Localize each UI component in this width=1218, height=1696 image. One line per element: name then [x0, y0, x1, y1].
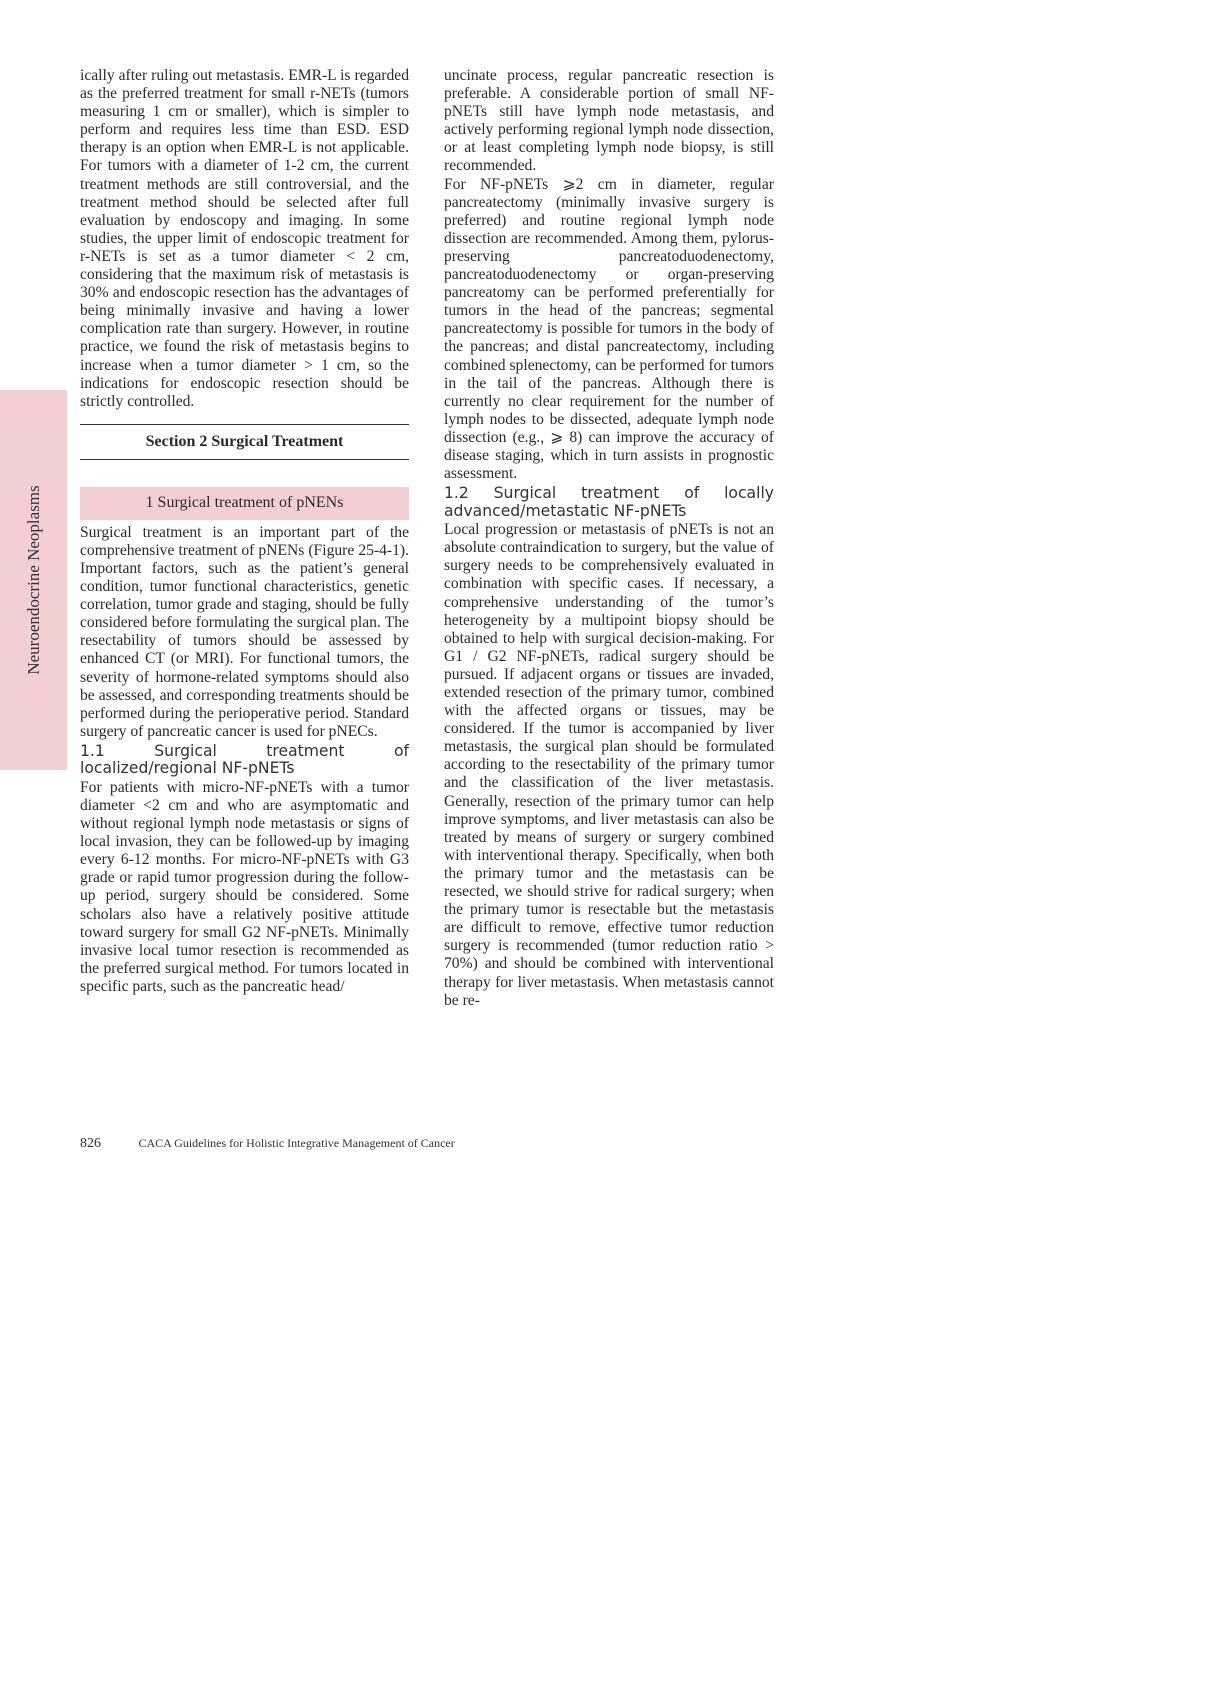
section-title: Section 2 Surgical Treatment	[80, 424, 409, 460]
side-tab-label: Neuroendocrine Neoplasms	[24, 485, 43, 675]
page-footer	[80, 1136, 455, 1152]
left-column	[80, 67, 409, 996]
paragraph-continued: ically after ruling out metastasis. EMR-L is regarded as the preferred treatment for small r-NETs (tumors measuring 1 cm or smaller), which is simpler to perform and requires less time than ESD. ESD therapy is an option when EMR-L is not applicable. For tumors with a diameter of 1-2 cm, the current treatment methods are still controversial, and the treatment method should be selected after full evaluation by endoscopy and imaging. In some studies, the upper limit of endoscopic treatment for r-NETs is set as a tumor diameter < 2 cm, considering that the maximum risk of metastasis is 30% and endoscopic resection has the advantages of being minimally invasive and having a lower complication rate than surgery. However, in routine practice, we found the risk of metastasis begins to increase when a tumor diameter > 1 cm, so the indications for endoscopic resection should be strictly controlled.	[80, 67, 409, 410]
paragraph-1-1: For patients with micro-NF-pNETs with a tumor diameter <2 cm and who are asymptomatic and without regional lymph node metastasis or signs of local invasion, they can be followed-up by imaging every 6-12 months. For micro-NF-pNETs with G3 grade or rapid tumor progression during the follow-up period, surgery should be considered. Some scholars also have a relatively positive attitude toward surgery for small G2 NF-pNETs. Minimally invasive local tumor resection is recommended as the preferred surgical method. For tumors located in specific parts, such as the pancreatic head/	[80, 778, 409, 995]
subsection-title: 1 Surgical treatment of pNENs	[80, 487, 409, 520]
page-number: 826	[80, 1136, 101, 1151]
heading-1-1: 1.1 Surgical treatment of localized/regional NF-pNETs	[80, 741, 409, 778]
running-title: CACA Guidelines for Holistic Integrative Management of Cancer	[138, 1136, 455, 1150]
paragraph-surgical: Surgical treatment is an important part of the comprehensive treatment of pNENs (Figure 25-4-1). Important factors, such as the patient’s general condition, tumor functional characteristics, genetic correlation, tumor grade and staging, should be fully considered before formulating the surgical plan. The resectability of tumors should be assessed by enhanced CT (or MRI). For functional tumors, the severity of hormone-related symptoms should also be assessed, and corresponding treatments should be performed during the perioperative period. Standard surgery of pancreatic cancer is used for pNECs.	[80, 523, 409, 740]
paragraph-1-2: Local progression or metastasis of pNETs is not an absolute contraindication to surgery, but the value of surgery needs to be comprehensively evaluated in combination with specific cases. If necessary, a comprehensive understanding of the tumor’s heterogeneity by a multipoint biopsy should be obtained to help with surgical decision-making. For G1 / G2 NF-pNETs, radical surgery should be pursued. If adjacent organs or tissues are invaded, extended resection of the primary tumor, combined with the affected organs or tissues, may be considered. If the tumor is accompanied by liver metastasis, the surgical plan should be formulated according to the resectability of the primary tumor and the classification of the liver metastasis. Generally, resection of the primary tumor can help improve symptoms, and liver metastasis can also be treated by means of surgery or surgery combined with interventional therapy. Specifically, when both the primary tumor and the metastasis can be resected, we should strive for radical surgery; when the primary tumor is resectable but the metastasis are difficult to remove, effective tumor reduction surgery is recommended (tumor reduction ratio > 70%) and should be combined with interventional therapy for liver metastasis. When metastasis cannot be re-	[444, 521, 774, 1009]
paragraph-large-tumors: For NF-pNETs ⩾2 cm in diameter, regular pancreatectomy (minimally invasive surgery is preferred) and routine regional lymph node dissection are recommended. Among them, pylorus-preserving pancreatoduodenectomy, pancreatoduodenectomy or organ-preserving pancreatomy can be performed preferentially for tumors in the head of the pancreas; segmental pancreatectomy is possible for tumors in the body of the pancreas; and distal pancreatectomy, including combined splenectomy, can be performed for tumors in the tail of the pancreas. Although there is currently no clear requirement for the number of lymph nodes to be dissected, adequate lymph node dissection (e.g., ⩾ 8) can improve the accuracy of disease staging, which in turn assists in prognostic assessment.	[444, 175, 774, 483]
heading-1-2: 1.2 Surgical treatment of locally advanced/metastatic NF-pNETs	[444, 484, 774, 520]
paragraph-continued-right: uncinate process, regular pancreatic resection is preferable. A considerable portion of small NF-pNETs still have lymph node metastasis, and actively performing regional lymph node dissection, or at least completing lymph node biopsy, is still recommended.	[444, 67, 774, 175]
right-column	[444, 67, 774, 1010]
